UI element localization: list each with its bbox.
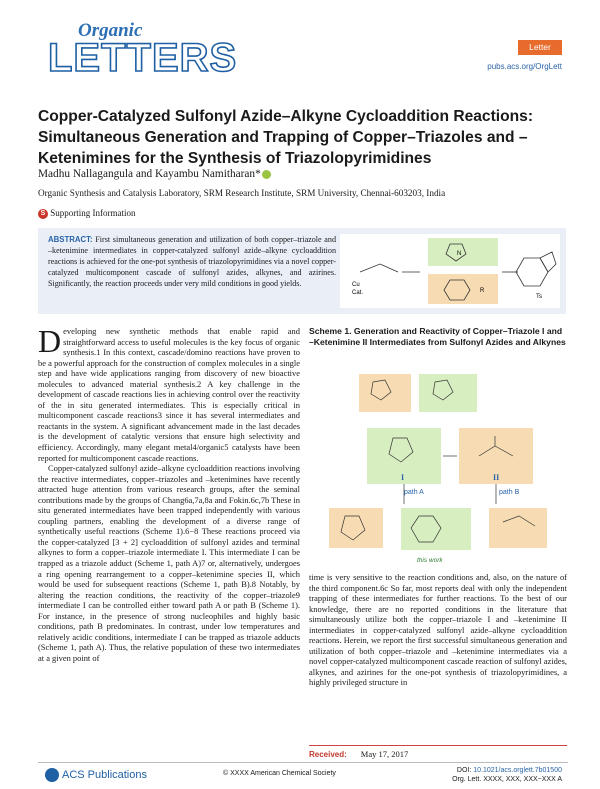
received-value: May 17, 2017 (360, 749, 409, 759)
supporting-information[interactable] (38, 208, 136, 219)
orcid-icon[interactable] (262, 170, 271, 179)
journal-logo-top: Organic (78, 20, 143, 41)
toc-product-fused-ring (540, 252, 556, 272)
paragraph-3: time is very sensitive to the reaction conditions and, also, on the nature of the third component.6c So far, most reports deal with only the independent trapping of these intermediates for further reactions. To the best of our knowledge, there are no reported conditions in the literature that simultaneously utilize both the copper–triazole I and –ketenimine II intermediates in copper-catalyzed sulfonyl azide–alkyne cycloaddition reactions. Herein, we report the first successful simultaneous generation and utilization of both copper–triazole and –ketenimine intermediates via a novel copper-catalyzed multicomponent cascade reaction of sulfonyl azides, alkynes, and azirines for the one-pot synthesis of triazolopyrimidines, a highly privileged structure in (309, 572, 567, 688)
acs-logo-icon (45, 768, 59, 782)
toc-label-cat: Cat. (352, 290, 364, 296)
abstract-label: ABSTRACT: (48, 235, 93, 244)
doi-link[interactable]: 10.1021/acs.orglett.7b01500 (473, 767, 562, 774)
doi-block (452, 766, 562, 784)
toc-peach-box (428, 274, 498, 304)
copyright: © XXXX American Chemical Society (223, 770, 336, 777)
body-left-column (38, 323, 300, 664)
toc-graphic (340, 234, 560, 308)
scheme-box-bottom-right (489, 508, 547, 548)
toc-alkyne (360, 264, 398, 272)
article-type-tag: Letter (518, 40, 562, 55)
journal-url[interactable]: pubs.acs.org/OrgLett (487, 62, 562, 71)
scheme-box-top-mid (419, 374, 477, 412)
abstract-body: First simultaneous generation and utilization of both copper–triazole and –ketenimine intermediates in copper-catalyzed sulfonyl azide–alkyne cycloaddition reactions is achieved for the one-pot synthesis of triazolopyrimidines via a novel copper-catalyzed multicomponent cascade of sulfonyl azides, alkynes, and azirines. Significantly, the reaction proceeds under very mild conditions in good yields. (48, 235, 336, 288)
citation: Org. Lett. XXXX, XXX, XXX−XXX (452, 776, 556, 783)
scheme-this-work-label: this work (417, 557, 443, 564)
footer-divider (38, 762, 568, 763)
paragraph-1-text: eveloping new synthetic methods that enable rapid and straightforward access to useful molecules is the key focus of organic synthesis.1 In this context, cascade/domino reactions have proven to be a powerful approach for the construction of complex molecules in a single step and have wide applications ranging from discovery of new bioactive molecules to advanced material synthesis.2 A key challenge in the development of cascade reactions lies in achieving control over the reactivity of the in situ generated intermediates. This is especially critical in multicomponent cascade reactions3 since it has several intermediates and reactants in the system. A significant advancement made in the last decades is the development of catalytic versions that ensure high selectivity and efficiency. Accordingly, many elegant metal4/organic5 catalysts have been reported for multicomponent cascade reactions. (38, 326, 300, 463)
toc-label-ts: Ts (536, 294, 542, 300)
toc-label-cu: Cu (352, 282, 360, 288)
journal-logo-main: LETTERS (48, 36, 238, 80)
journal-logo (48, 20, 238, 82)
acs-publications-logo[interactable] (45, 768, 147, 782)
scheme-label-II: II (493, 473, 500, 482)
supporting-info-icon: S (38, 209, 48, 219)
scheme-path-a-label: path A (404, 489, 424, 496)
article-title: Copper-Catalyzed Sulfonyl Azide–Alkyne Cycloaddition Reactions: Simultaneous Generation and Trapping of Copper–Triazoles and –Ketenimines for the Synthesis of Triazolopyrimidines (38, 108, 534, 167)
toc-product-ring (516, 258, 548, 286)
toc-green-box (428, 238, 498, 266)
page-number: A (557, 776, 562, 783)
toc-label-r: R (480, 288, 485, 294)
scheme-box-bottom-left (329, 508, 383, 548)
affiliation: Organic Synthesis and Catalysis Laboratory, SRM Research Institute, SRM University, Chennai-603203, India (38, 188, 446, 198)
supporting-info-link[interactable]: Supporting Information (50, 208, 136, 218)
doi-label: DOI: (456, 767, 472, 774)
received-label: Received: (309, 750, 347, 759)
received-date (309, 745, 567, 759)
paragraph-1 (38, 323, 300, 463)
abstract (48, 234, 336, 289)
drop-cap: D (38, 323, 62, 359)
acs-logo-text: ACS Publications (62, 768, 147, 781)
scheme-figure (309, 366, 567, 566)
scheme-label-I: I (401, 473, 405, 482)
toc-label-n: N (457, 251, 462, 257)
paragraph-2: Copper-catalyzed sulfonyl azide–alkyne cycloaddition reactions involving the reactive intermediates, copper–triazoles and –ketenimines have recently attracted huge attention from various research groups, after the seminal contributions made by the groups of Chang6a,7a,8a and Fokin.6c,7b These in situ generated intermediates have been trapped independently with various coupling partners, enabling the development of a diverse range of synthetically useful reactions (Scheme 1).6−8 These reactions proceed via the copper-catalyzed [3 + 2] cycloaddition of sulfonyl azides and terminal alkynes to form a copper–triazole intermediate I. This intermediate I can be trapped as a triazole adduct (Scheme 1, path A)7 or, alternatively, undergoes a ring opening rearrangement to a copper–ketenimine species II, which would be used for subsequent reactions (Scheme 1, path B).8 Notably, by altering the reaction conditions, the reactivity of the copper–triazole9 intermediate I can be controlled either toward path A or path B (Scheme 1). For instance, in the presence of strong nucleophiles and highly basic conditions, path B predominates. In contrast, under low temperatures and relatively acidic conditions, intermediate I can be trapped as triazole adducts (Scheme 1, path A). Thus, the relative population of these two intermediates at a given point of (38, 463, 300, 663)
body-right-column (309, 572, 567, 688)
scheme-caption: Scheme 1. Generation and Reactivity of Copper–Triazole I and –Ketenimine II Intermediates from Sulfonyl Azides and Alkynes (309, 326, 566, 347)
authors (38, 168, 271, 180)
author-names: Madhu Nallagangula and Kayambu Namitharan* (38, 168, 261, 180)
scheme-path-b-label: path B (499, 489, 520, 496)
